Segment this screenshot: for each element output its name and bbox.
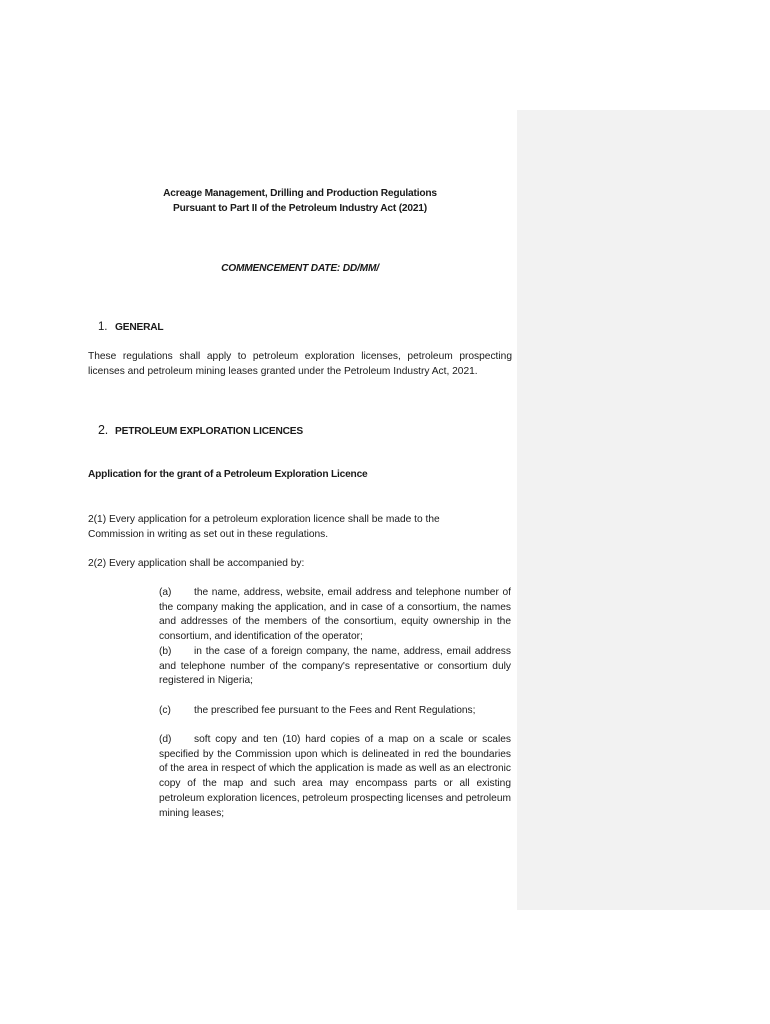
section-2-heading [98, 423, 303, 440]
section-2-subheading: Application for the grant of a Petroleum Exploration Licence [88, 469, 368, 480]
list-item-label: (b) [159, 646, 172, 657]
comment-pane[interactable] [517, 110, 770, 910]
list-item-text: the name, address, website, email address and telephone number of the company making the application, and in case of a consortium, the names and addresses of the members of the consortium, equity ownership in the consortium, and identification of the operator; [159, 587, 511, 643]
document-title-line-1: Acreage Management, Drilling and Production Regulations [163, 188, 437, 199]
list-item-text: the prescribed fee pursuant to the Fees and Rent Regulations; [194, 705, 476, 716]
list-item-text: in the case of a foreign company, the name, address, email address and telephone number of the company's representative or consortium duly registered in Nigeria; [159, 646, 511, 687]
list-item-text: soft copy and ten (10) hard copies of a map on a scale or scales specified by the Commission upon which is delineated in red the boundaries of the area in respect of which the application is made as well as an electronic copy of the map and such area may encompass parts or all existing petroleum exploration licences, petroleum prospecting licenses and petroleum mining leases; [159, 734, 511, 819]
document-title-line-2: Pursuant to Part II of the Petroleum Industry Act (2021) [173, 203, 427, 214]
section-1-title: GENERAL [115, 322, 164, 333]
clause-2-2: 2(2) Every application shall be accompanied by: [88, 558, 305, 569]
list-item [159, 645, 511, 689]
section-1-text: These regulations shall apply to petroleum exploration licenses, petroleum prospecting licenses and petroleum mining leases granted under the Petroleum Industry Act, 2021. [88, 351, 512, 377]
section-2-number: 2. [98, 423, 109, 437]
clause-2-1: 2(1) Every application for a petroleum exploration licence shall be made to the Commission in writing as set out in these regulations. [88, 514, 440, 540]
section-1-heading [98, 320, 163, 336]
commencement-date: COMMENCEMENT DATE: DD/MM/ [221, 263, 379, 274]
section-2-title: PETROLEUM EXPLORATION LICENCES [115, 426, 303, 437]
list-item-label: (c) [159, 705, 171, 716]
section-1-number: 1. [98, 321, 108, 333]
list-item-label: (a) [159, 587, 172, 598]
list-item [159, 586, 511, 645]
list-item-label: (d) [159, 734, 172, 745]
list-item [159, 704, 511, 719]
list-item [159, 733, 511, 821]
